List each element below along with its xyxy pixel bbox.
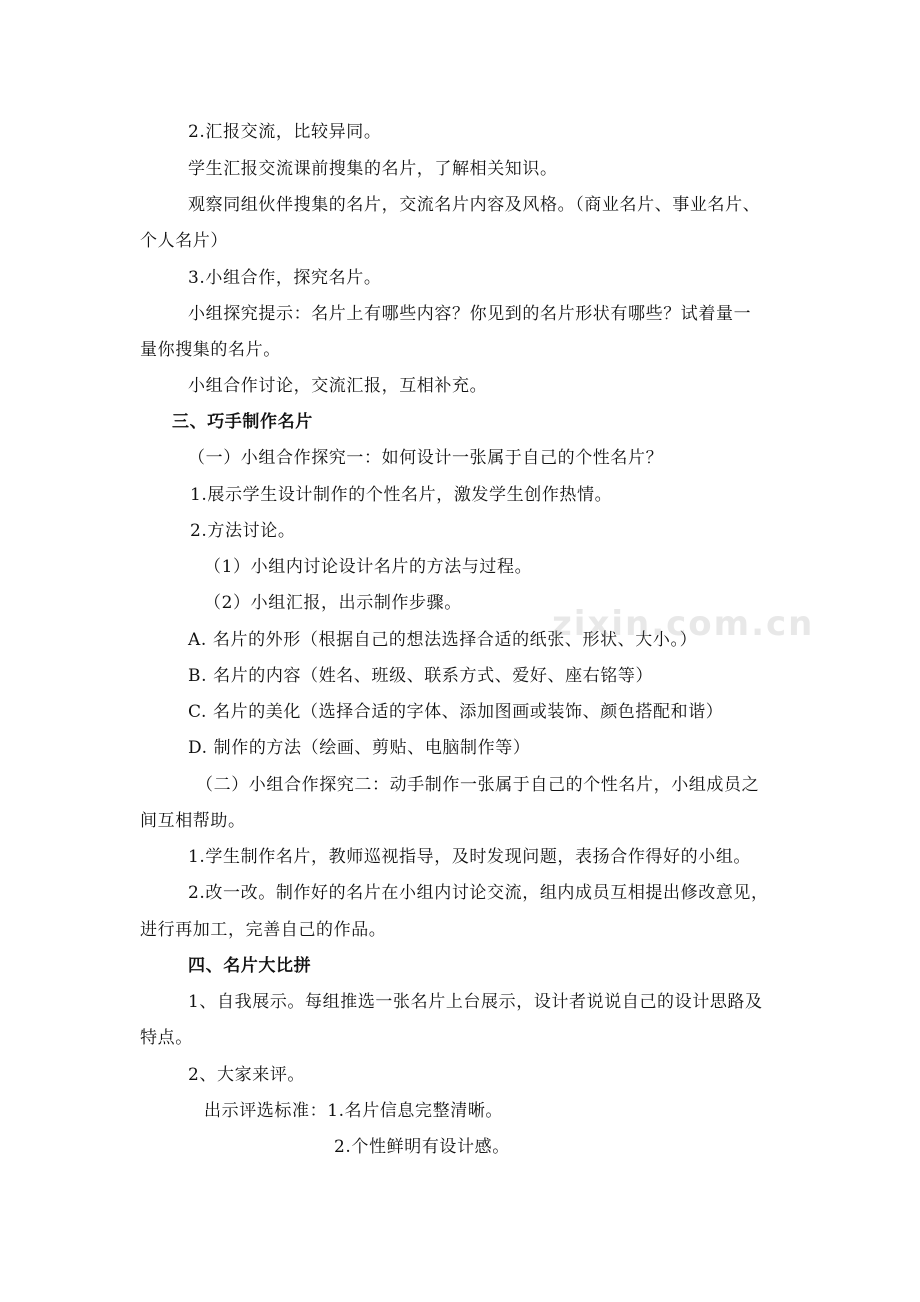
step-item: A. 名片的外形（根据自己的想法选择合适的纸张、形状、大小。） (188, 630, 698, 650)
sub-heading: （一）小组合作探究一：如何设计一张属于自己的个性名片？ (188, 448, 664, 468)
sub-heading: （二）小组合作探究二：动手制作一张属于自己的个性名片，小组成员之 (196, 775, 760, 795)
step-3-group-work: 3.小组合作，探究名片。 (188, 268, 382, 288)
criteria-line: 出示评选标准：1.名片信息完整清晰。 (204, 1101, 504, 1121)
step-item: B. 名片的内容（姓名、班级、联系方式、爱好、座右铭等） (188, 666, 654, 686)
step-item: C. 名片的美化（选择合适的字体、添加图画或装饰、颜色搭配和谐） (188, 702, 724, 722)
criteria-line: 2.个性鲜明有设计感。 (334, 1137, 510, 1157)
list-item: 2.改一改。制作好的名片在小组内讨论交流，组内成员互相提出修改意见， (188, 883, 769, 903)
paragraph-continuation: 特点。 (140, 1028, 193, 1048)
paragraph: 小组合作讨论，交流汇报，互相补充。 (188, 376, 488, 396)
paragraph-continuation: 进行再加工，完善自己的作品。 (140, 920, 387, 940)
paragraph-continuation: 个人名片） (140, 231, 228, 251)
section-heading: 三、巧手制作名片 (172, 412, 313, 432)
paragraph-continuation: 量你搜集的名片。 (140, 340, 281, 360)
step-2-report: 2.汇报交流，比较异同。 (188, 122, 382, 142)
list-item: （1）小组内讨论设计名片的方法与过程。 (204, 557, 533, 577)
list-item: 2.方法讨论。 (190, 521, 296, 541)
paragraph: 观察同组伙伴搜集的名片，交流名片内容及风格。（商业名片、事业名片、 (188, 195, 761, 215)
list-item: 2、大家来评。 (188, 1065, 306, 1085)
paragraph-continuation: 间互相帮助。 (140, 811, 246, 831)
paragraph: 小组探究提示：名片上有哪些内容？你见到的名片形状有哪些？试着量一 (188, 304, 752, 324)
paragraph: 学生汇报交流课前搜集的名片，了解相关知识。 (188, 159, 558, 179)
step-item: D. 制作的方法（绘画、剪贴、电脑制作等） (188, 738, 531, 758)
section-heading: 四、名片大比拼 (188, 956, 312, 976)
list-item: （2）小组汇报，出示制作步骤。 (204, 593, 462, 613)
list-item: 1.学生制作名片，教师巡视指导，及时发现问题，表扬合作得好的小组。 (188, 847, 752, 867)
list-item: 1.展示学生设计制作的个性名片，激发学生创作热情。 (190, 485, 613, 505)
list-item: 1、自我展示。每组推选一张名片上台展示，设计者说说自己的设计思路及 (188, 992, 763, 1012)
watermark-text: zixin.com.cn (552, 604, 815, 644)
